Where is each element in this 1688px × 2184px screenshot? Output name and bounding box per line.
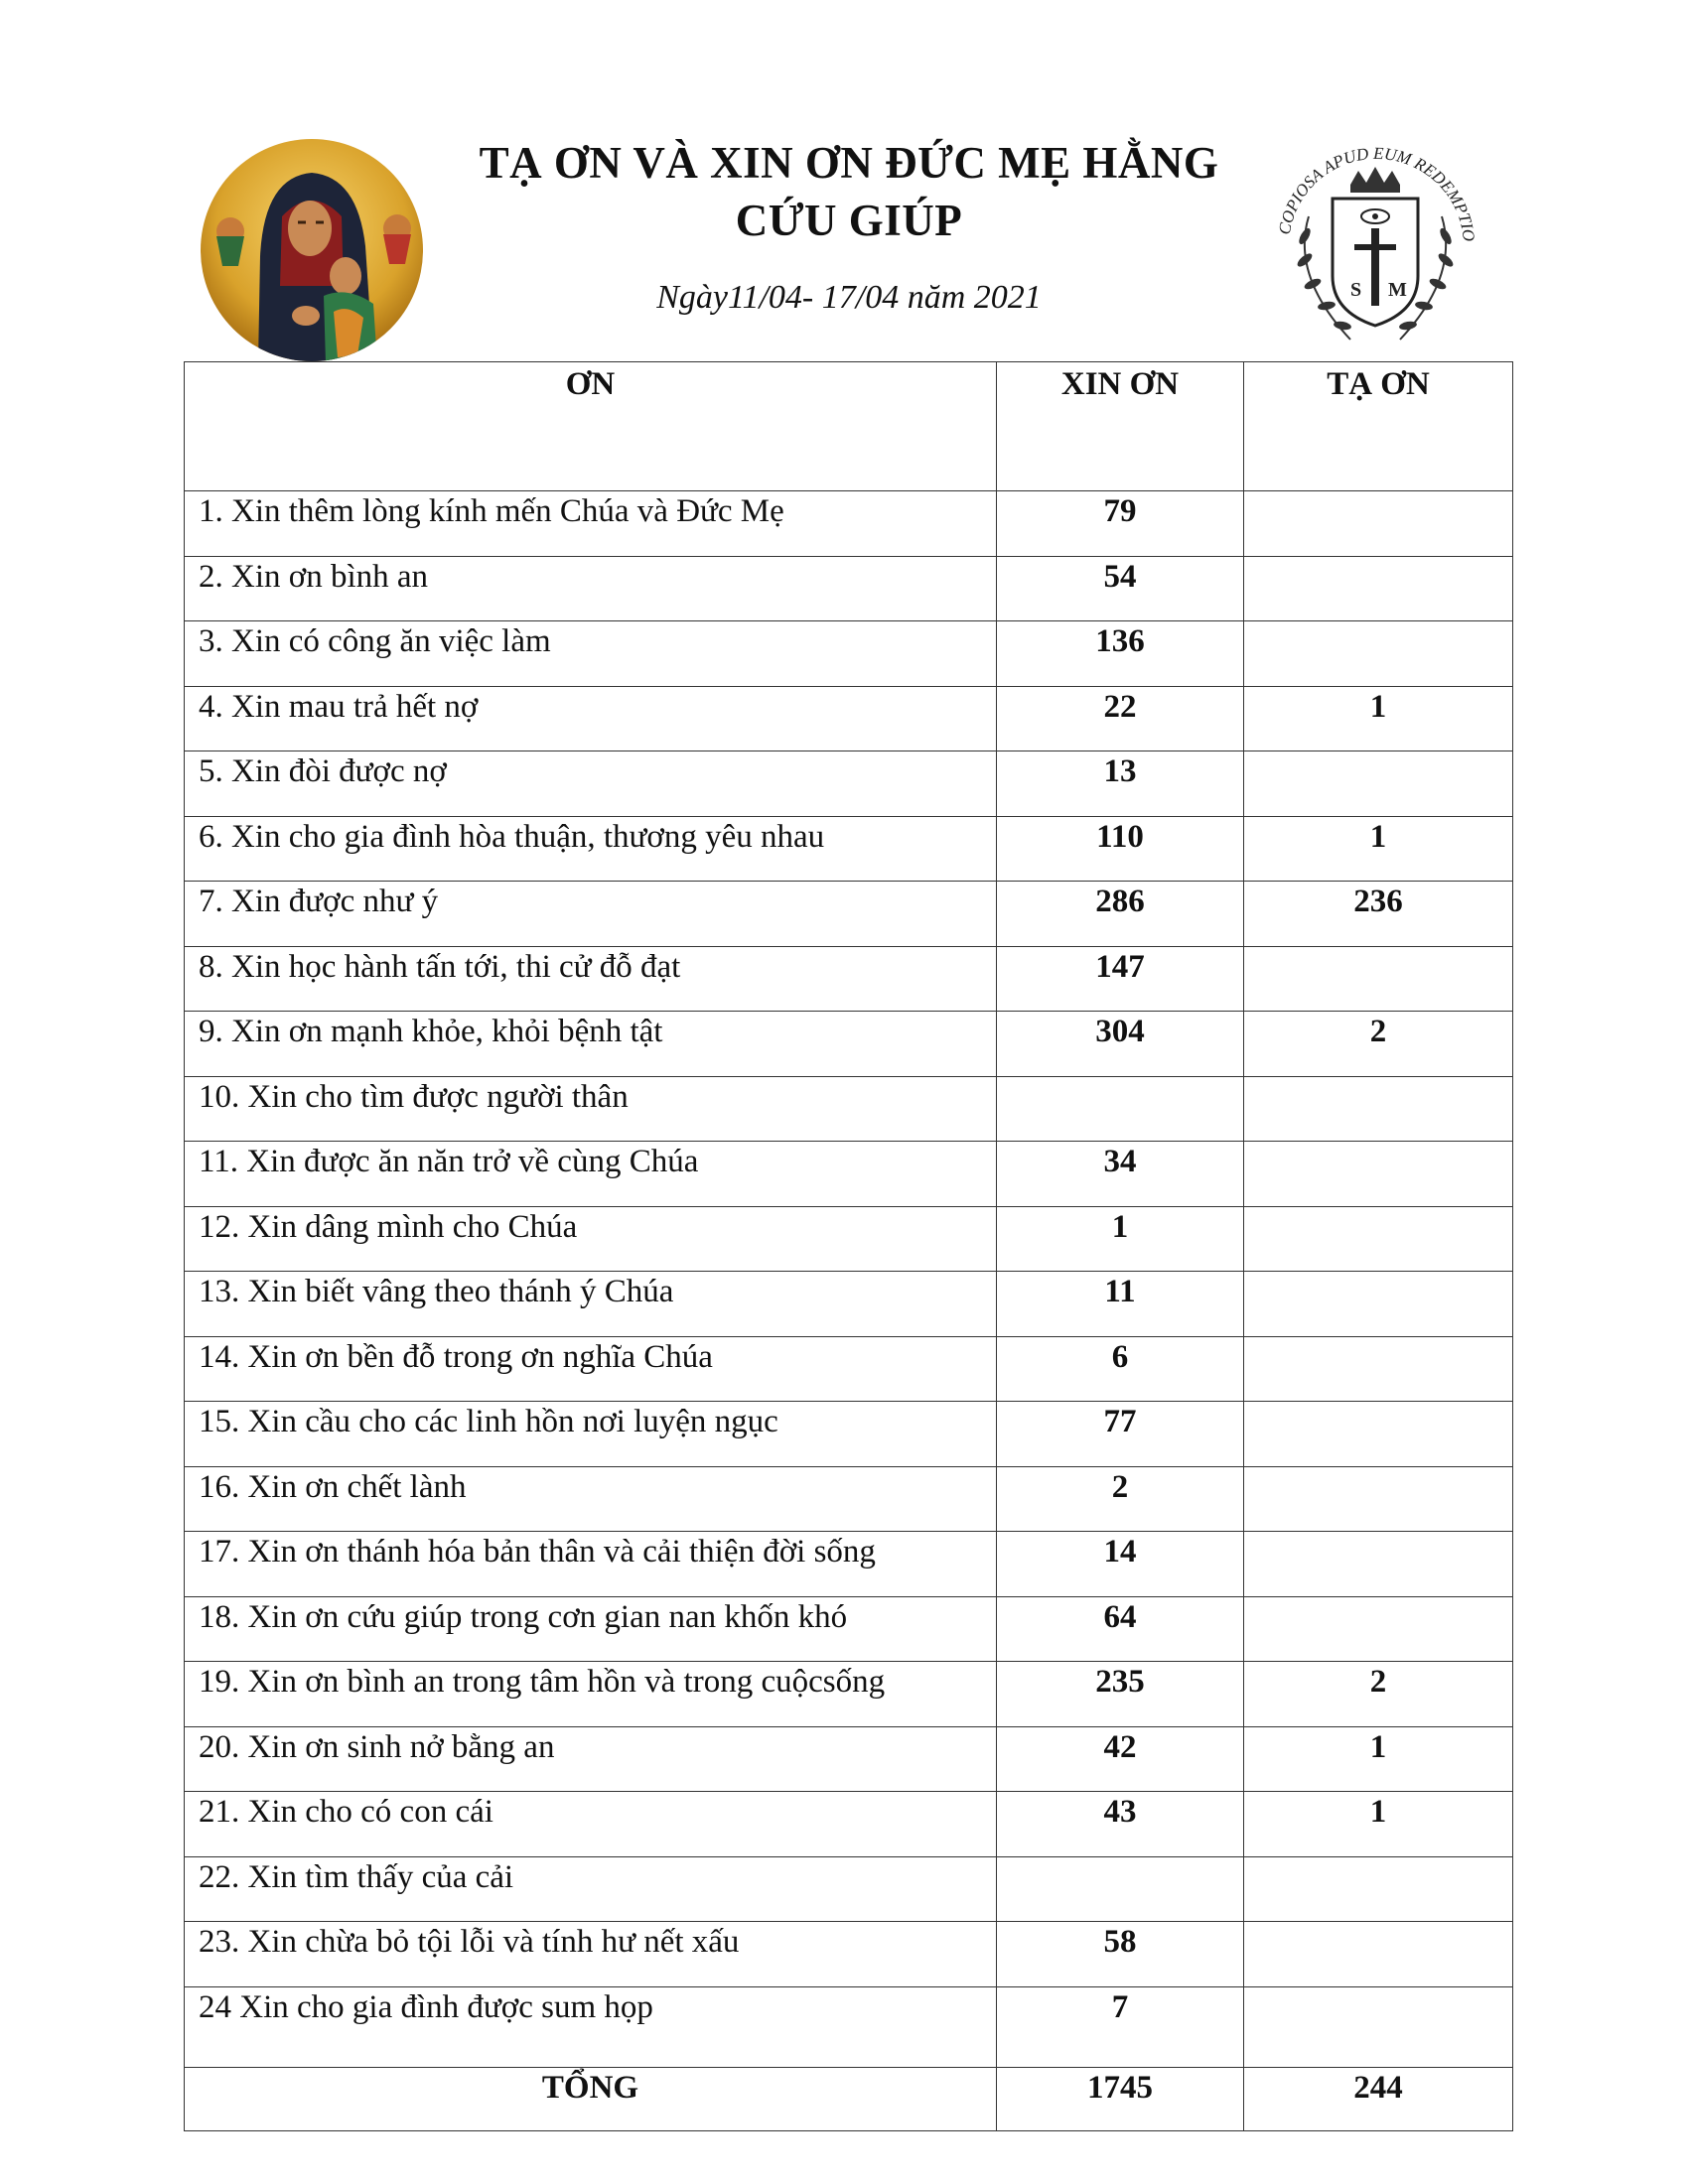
ta-on-count: 2 [1244,1662,1513,1727]
xin-on-count: 13 [997,751,1244,817]
xin-on-count: 58 [997,1922,1244,1987]
table-row [185,686,1513,751]
total-label: TỔNG [185,2067,997,2130]
xin-on-count: 54 [997,556,1244,621]
xin-on-count: 2 [997,1466,1244,1532]
row-label: 13. Xin biết vâng theo thánh ý Chúa [185,1272,997,1337]
total-row [185,2067,1513,2130]
table-row [185,1922,1513,1987]
row-label: 2. Xin ơn bình an [185,556,997,621]
xin-on-count: 6 [997,1336,1244,1402]
table-row [185,1856,1513,1922]
column-header-on: ƠN [185,362,997,491]
table-row [185,816,1513,882]
ta-on-count [1244,1402,1513,1467]
xin-on-count: 11 [997,1272,1244,1337]
xin-on-count: 110 [997,816,1244,882]
row-label: 1. Xin thêm lòng kính mến Chúa và Đức Mẹ [185,491,997,557]
ta-on-count: 1 [1244,1726,1513,1792]
row-label: 6. Xin cho gia đình hòa thuận, thương yêu nhau [185,816,997,882]
table-row [185,882,1513,947]
xin-on-count: 42 [997,1726,1244,1792]
xin-on-count [997,1076,1244,1142]
table-row [185,1466,1513,1532]
our-lady-icon-image [199,137,425,363]
xin-on-count: 235 [997,1662,1244,1727]
row-label: 22. Xin tìm thấy của cải [185,1856,997,1922]
ta-on-count: 1 [1244,816,1513,882]
ta-on-count: 1 [1244,686,1513,751]
table-row [185,946,1513,1012]
ta-on-count [1244,1532,1513,1597]
ta-on-count [1244,946,1513,1012]
ta-on-count [1244,1206,1513,1272]
total-ta-on: 244 [1244,2067,1513,2130]
xin-on-count: 1 [997,1206,1244,1272]
redemptorist-emblem-logo [1261,137,1489,353]
table-row [185,491,1513,557]
ta-on-count [1244,1922,1513,1987]
ta-on-count [1244,751,1513,817]
xin-on-count: 286 [997,882,1244,947]
row-label: 16. Xin ơn chết lành [185,1466,997,1532]
row-label: 23. Xin chừa bỏ tội lỗi và tính hư nết xấu [185,1922,997,1987]
xin-on-count: 304 [997,1012,1244,1077]
row-label: 17. Xin ơn thánh hóa bản thân và cải thiện đời sống [185,1532,997,1597]
table-row [185,1402,1513,1467]
table-header-row [185,362,1513,491]
row-label: 15. Xin cầu cho các linh hồn nơi luyện ngục [185,1402,997,1467]
ta-on-count: 2 [1244,1012,1513,1077]
ta-on-count [1244,1856,1513,1922]
ta-on-count [1244,556,1513,621]
table-row [185,1532,1513,1597]
xin-on-count: 22 [997,686,1244,751]
table-row [185,1662,1513,1727]
xin-on-count [997,1856,1244,1922]
svg-text:COPIOSA APUD EUM REDEMPTIO: COPIOSA APUD EUM REDEMPTIO [1274,143,1479,243]
row-label: 14. Xin ơn bền đỗ trong ơn nghĩa Chúa [185,1336,997,1402]
row-label: 11. Xin được ăn năn trở về cùng Chúa [185,1142,997,1207]
row-label: 19. Xin ơn bình an trong tâm hồn và trong cuộcsống [185,1662,997,1727]
ta-on-count [1244,1336,1513,1402]
xin-on-count: 64 [997,1596,1244,1662]
ta-on-count [1244,491,1513,557]
table-row [185,751,1513,817]
xin-on-count: 77 [997,1402,1244,1467]
xin-on-count: 147 [997,946,1244,1012]
title-line-2: CỨU GIÚP [735,196,963,245]
xin-on-count: 136 [997,621,1244,687]
table-row [185,1012,1513,1077]
row-label: 8. Xin học hành tấn tới, thi cử đỗ đạt [185,946,997,1012]
row-label: 12. Xin dâng mình cho Chúa [185,1206,997,1272]
ta-on-count [1244,1596,1513,1662]
title-line-1: TẠ ƠN VÀ XIN ƠN ĐỨC MẸ HẰNG [479,138,1219,188]
row-label: 21. Xin cho có con cái [185,1792,997,1857]
ta-on-count: 236 [1244,882,1513,947]
table-row [185,1986,1513,2067]
row-label: 5. Xin đòi được nợ [185,751,997,817]
svg-text:M: M [1388,279,1407,301]
table-row [185,1792,1513,1857]
xin-on-count: 79 [997,491,1244,557]
row-label: 9. Xin ơn mạnh khỏe, khỏi bệnh tật [185,1012,997,1077]
ta-on-count [1244,1272,1513,1337]
ta-on-count [1244,621,1513,687]
table-row [185,556,1513,621]
xin-on-count: 34 [997,1142,1244,1207]
ta-on-count [1244,1466,1513,1532]
table-row [185,1272,1513,1337]
row-label: 18. Xin ơn cứu giúp trong cơn gian nan khốn khó [185,1596,997,1662]
table-row [185,1206,1513,1272]
ta-on-count [1244,1142,1513,1207]
xin-on-count: 14 [997,1532,1244,1597]
total-xin-on: 1745 [997,2067,1244,2130]
column-header-xin-on: XIN ƠN [997,362,1244,491]
svg-text:S: S [1350,279,1362,301]
row-label: 24 Xin cho gia đình được sum họp [185,1986,997,2067]
table-row [185,621,1513,687]
table-row [185,1142,1513,1207]
row-label: 4. Xin mau trả hết nợ [185,686,997,751]
prayer-tally-table [184,361,1513,2131]
page-title [427,134,1271,249]
date-range: Ngày11/04- 17/04 năm 2021 [656,279,1042,316]
column-header-ta-on: TẠ ƠN [1244,362,1513,491]
table-row [185,1336,1513,1402]
xin-on-count: 7 [997,1986,1244,2067]
row-label: 7. Xin được như ý [185,882,997,947]
table-row [185,1726,1513,1792]
table-row [185,1076,1513,1142]
row-label: 10. Xin cho tìm được người thân [185,1076,997,1142]
row-label: 20. Xin ơn sinh nở bằng an [185,1726,997,1792]
table-row [185,1596,1513,1662]
ta-on-count [1244,1076,1513,1142]
ta-on-count: 1 [1244,1792,1513,1857]
ta-on-count [1244,1986,1513,2067]
row-label: 3. Xin có công ăn việc làm [185,621,997,687]
xin-on-count: 43 [997,1792,1244,1857]
